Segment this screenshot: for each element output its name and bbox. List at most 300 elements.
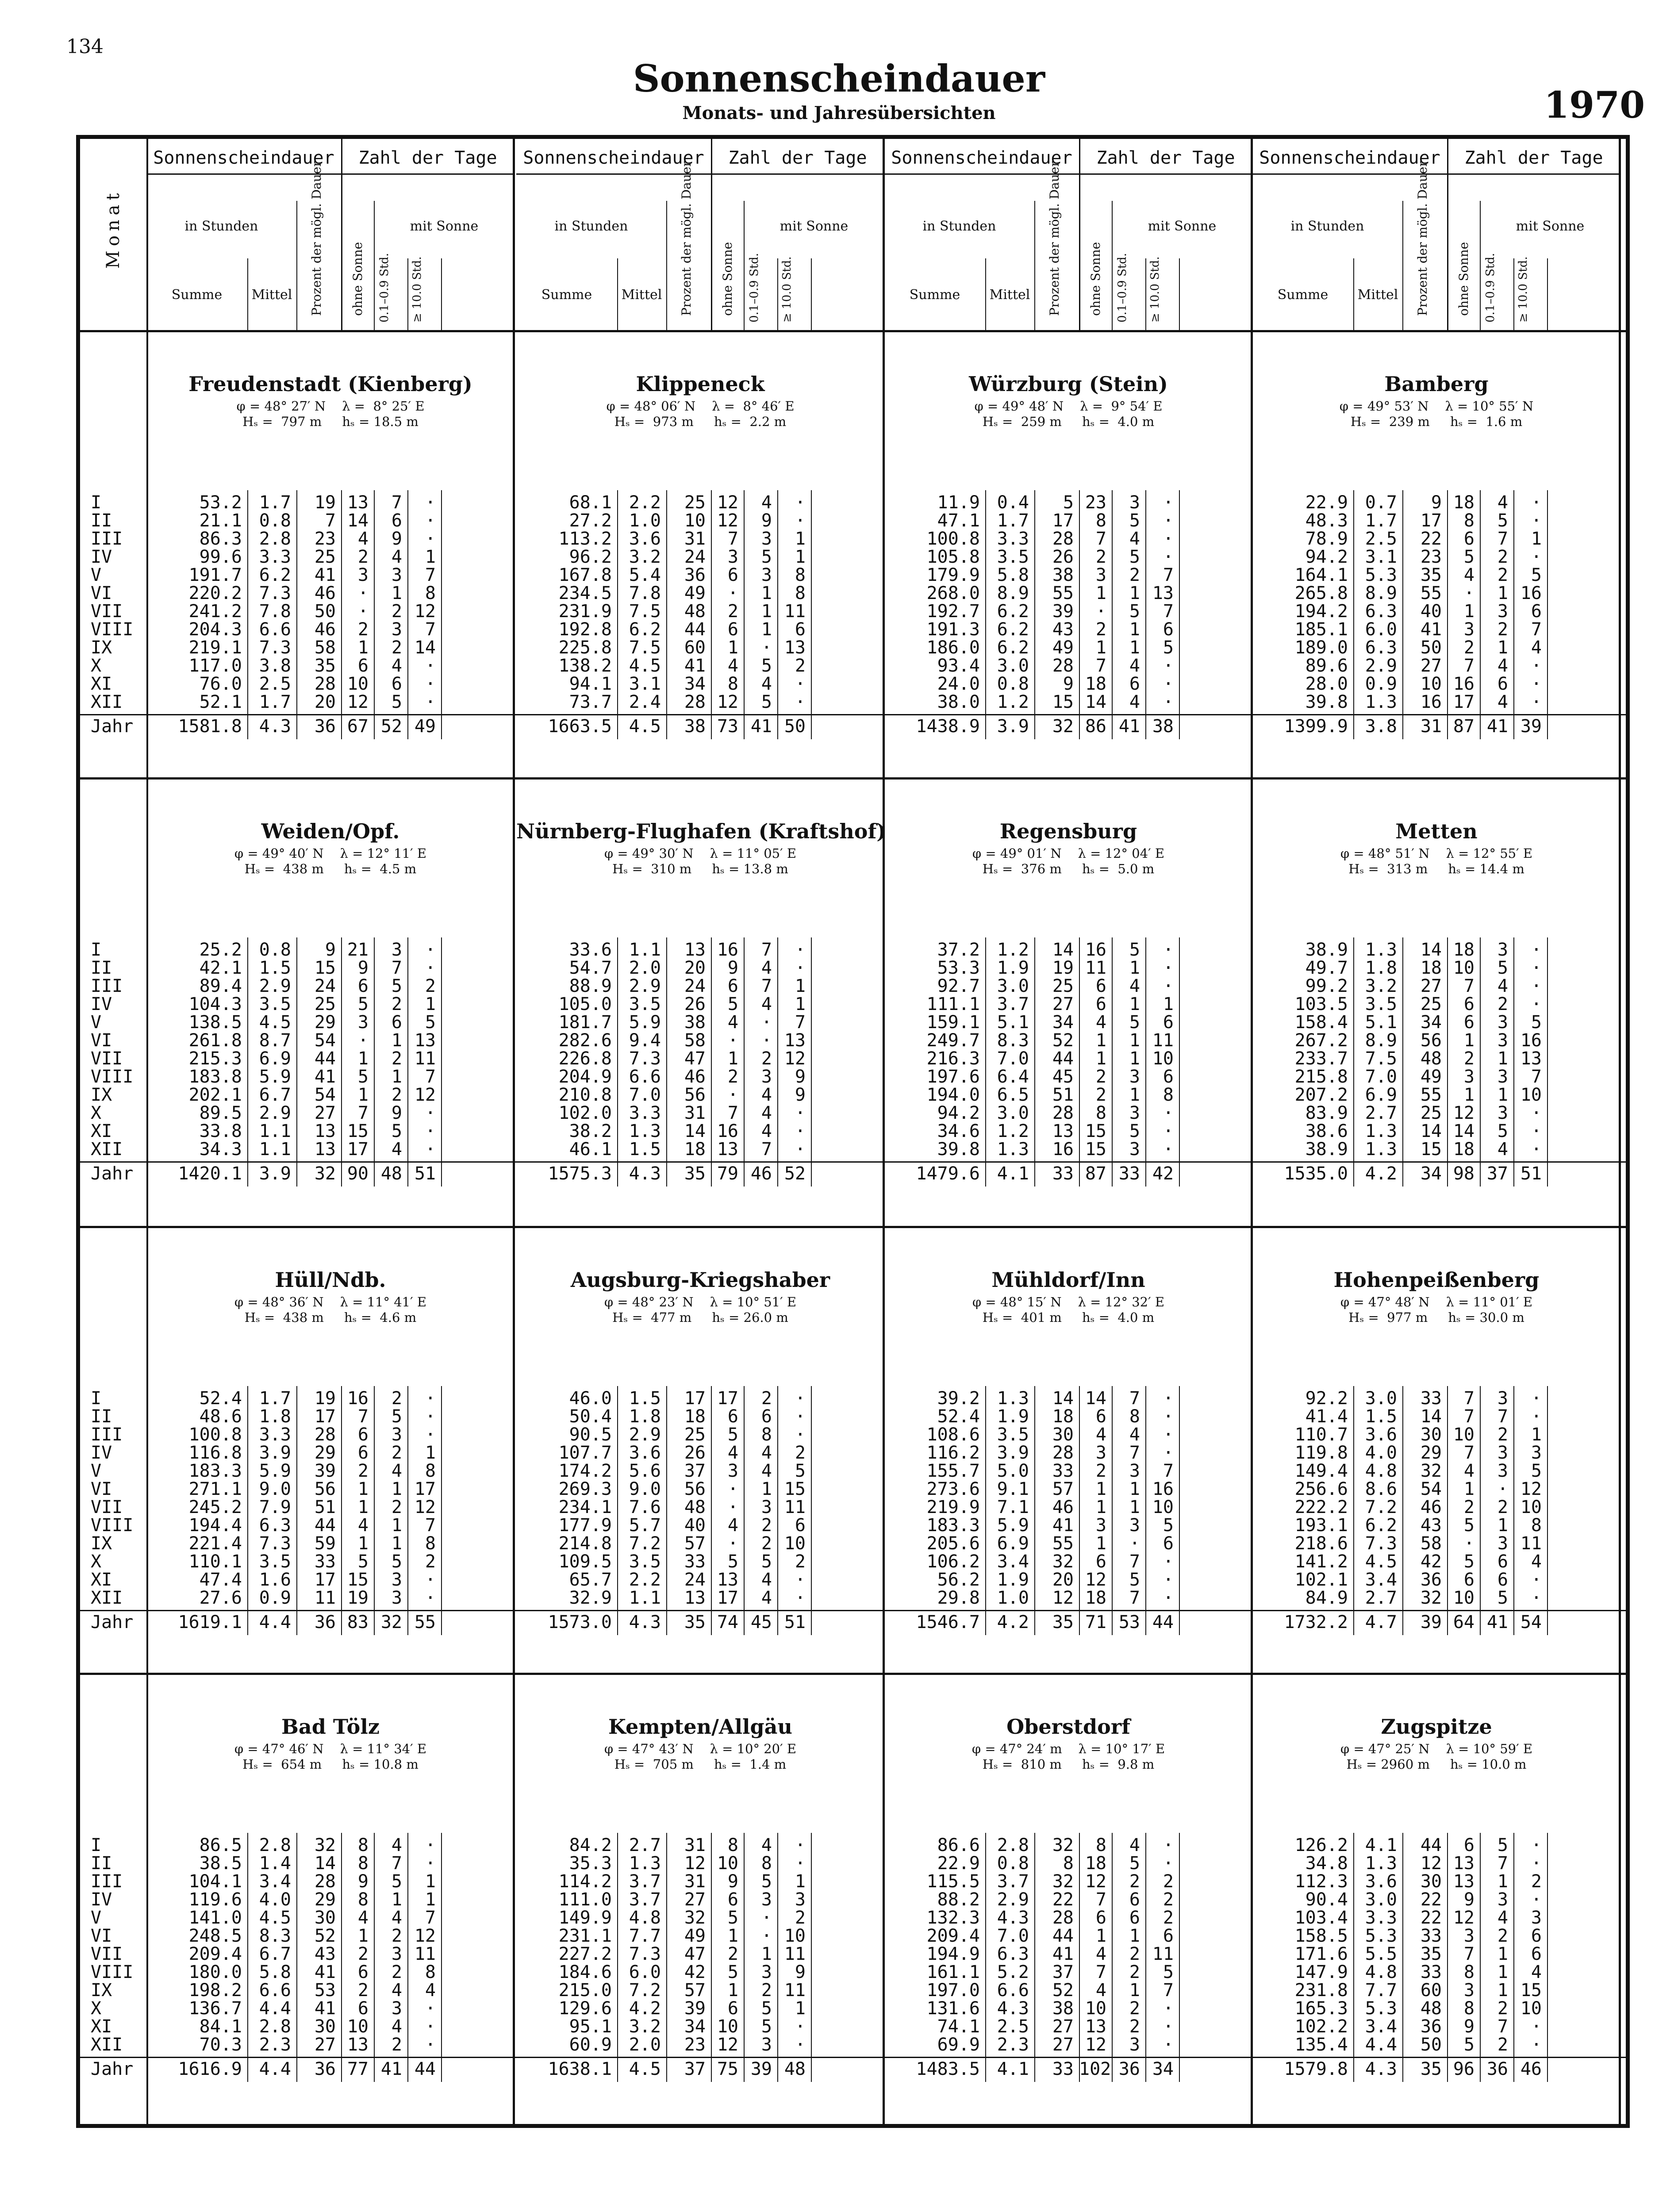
table-cell: 13 (1152, 583, 1174, 603)
table-cell: 8.9 (1365, 583, 1397, 603)
table-cell: 6.2 (1365, 1515, 1397, 1536)
table-cell: 10 (684, 511, 706, 531)
table-cell: 96 (1453, 2059, 1474, 2079)
table-cell: 3.2 (629, 2016, 661, 2037)
table-cell: 1 (357, 1085, 369, 1105)
table-cell: 7 (1497, 529, 1508, 549)
table-cell: 48 (784, 2059, 806, 2079)
table-cell: 8 (1163, 1085, 1174, 1105)
table-cell: 16 (717, 1121, 738, 1141)
table-cell: 73 (717, 716, 738, 737)
table-cell: 3.5 (1365, 994, 1397, 1014)
year-total-rule (80, 714, 1626, 715)
table-cell: 2.7 (1365, 1588, 1397, 1608)
table-cell: 2.3 (259, 2035, 291, 2055)
table-cell: 1 (1497, 1048, 1508, 1069)
table-cell: 2 (357, 1980, 369, 2001)
table-cell: 1 (1463, 1479, 1474, 1499)
table-cell: 1 (761, 619, 772, 640)
table-cell: 52.4 (199, 1388, 242, 1409)
sunshine-duration-header: Sonnenscheindauer (523, 148, 704, 168)
table-cell: 171.6 (1294, 1944, 1348, 1964)
range-divider (1145, 258, 1146, 330)
table-cell: 4 (727, 1515, 738, 1536)
table-cell: 7.0 (997, 1926, 1029, 1946)
table-cell: 5 (1497, 511, 1508, 531)
table-cell: · (357, 1030, 369, 1051)
station-coordinates: φ = 48° 06′ N λ = 8° 46′ E (606, 399, 795, 414)
table-cell: 12 (1052, 1588, 1074, 1608)
table-cell: 4 (391, 1908, 402, 1928)
table-cell: 3 (761, 1497, 772, 1517)
table-cell: 4 (1497, 656, 1508, 676)
table-cell: 4 (1463, 565, 1474, 585)
table-cell: 52.4 (937, 1406, 980, 1427)
table-cell: 4.8 (1365, 1962, 1397, 1982)
table-cell: 5 (357, 1551, 369, 1572)
sum-header: Summe (1277, 287, 1329, 303)
table-cell: 4.1 (997, 2059, 1029, 2079)
table-cell: 1 (761, 1479, 772, 1499)
table-cell: 36 (1420, 2016, 1442, 2037)
table-cell: 9.1 (997, 1479, 1029, 1499)
table-cell: 14 (314, 1853, 336, 1874)
table-cell: 4.5 (259, 1012, 291, 1033)
table-cell: 40 (684, 1515, 706, 1536)
table-cell: 18 (1453, 492, 1474, 513)
table-cell: 5.0 (997, 1461, 1029, 1481)
table-cell: 25 (1052, 976, 1074, 996)
table-cell: 15 (1052, 692, 1074, 712)
table-cell: 84.1 (199, 2016, 242, 2037)
table-cell: 192.7 (926, 601, 980, 622)
table-cell: 4 (425, 1980, 436, 2001)
table-cell: 26 (1052, 547, 1074, 567)
table-cell: 0.8 (997, 674, 1029, 694)
table-cell: 25 (314, 547, 336, 567)
table-cell: 1575.3 (548, 1164, 612, 1184)
table-cell: 114.2 (558, 1871, 612, 1892)
table-cell: 32 (1420, 1461, 1442, 1481)
table-cell: 8 (761, 1425, 772, 1445)
table-cell: 28 (1052, 1908, 1074, 1928)
table-cell: 4 (761, 1085, 772, 1105)
table-cell: 3.5 (629, 994, 661, 1014)
station-coordinates: φ = 47° 46′ N λ = 11° 34′ E (234, 1741, 427, 1756)
table-cell: 13 (1520, 1048, 1542, 1069)
table-cell: 1 (1129, 637, 1140, 658)
table-cell: 3 (1497, 1103, 1508, 1123)
month-label-5: VI (91, 1926, 112, 1946)
table-cell: 5 (1129, 940, 1140, 960)
data-column-divider (811, 1386, 812, 1635)
table-cell: 8 (795, 583, 806, 603)
table-cell: 46 (750, 1164, 772, 1184)
table-cell: 47 (684, 1048, 706, 1069)
table-cell: 33 (1420, 1926, 1442, 1946)
month-label-4: V (91, 1908, 102, 1928)
table-cell: 17 (314, 1406, 336, 1427)
table-cell: 3.5 (259, 1551, 291, 1572)
mean-header: Mittel (251, 287, 292, 303)
station-elevation: Hₛ = 2960 m hₛ = 10.0 m (1346, 1757, 1527, 1772)
table-cell: 18 (1453, 1139, 1474, 1160)
table-cell: 35 (684, 1164, 706, 1184)
table-cell: 13 (314, 1139, 336, 1160)
table-cell: · (795, 511, 806, 531)
table-cell: 1.8 (1365, 958, 1397, 978)
station-elevation: Hₛ = 438 m hₛ = 4.5 m (244, 861, 417, 876)
table-cell: 5.9 (997, 1515, 1029, 1536)
table-cell: 3.5 (997, 547, 1029, 567)
table-cell: 39 (1420, 1612, 1442, 1632)
table-cell: 13 (717, 1570, 738, 1590)
table-cell: 102.0 (558, 1103, 612, 1123)
table-cell: · (727, 1479, 738, 1499)
table-cell: 4 (1531, 1962, 1542, 1982)
table-cell: 12 (1420, 1853, 1442, 1874)
table-cell: 1 (357, 637, 369, 658)
table-cell: 1663.5 (548, 716, 612, 737)
table-cell: 11 (414, 1048, 436, 1069)
table-cell: 3 (1129, 1515, 1140, 1536)
table-cell: 1 (425, 1871, 436, 1892)
table-cell: 27.2 (569, 511, 612, 531)
table-cell: 165.3 (1294, 1998, 1348, 2019)
table-cell: 28 (1052, 1103, 1074, 1123)
table-cell: 216.3 (926, 1048, 980, 1069)
table-cell: 3.7 (997, 1871, 1029, 1892)
table-cell: 4 (761, 1121, 772, 1141)
station-elevation: Hₛ = 313 m hₛ = 14.4 m (1348, 861, 1524, 876)
table-cell: 5 (357, 1067, 369, 1087)
table-cell: · (1095, 601, 1106, 622)
table-cell: 7.0 (997, 1048, 1029, 1069)
table-cell: 2 (761, 1048, 772, 1069)
table-cell: 1.3 (997, 1388, 1029, 1409)
table-cell: 49 (1052, 637, 1074, 658)
table-cell: 5.9 (259, 1067, 291, 1087)
table-cell: 5 (727, 1425, 738, 1445)
sunshine-duration-header: Sonnenscheindauer (1259, 148, 1440, 168)
month-label-5: VI (91, 1479, 112, 1499)
table-cell: 2.8 (259, 529, 291, 549)
table-cell: 18 (684, 1139, 706, 1160)
table-cell: 5 (1463, 1551, 1474, 1572)
table-cell: 7.3 (629, 1048, 661, 1069)
table-cell: 25 (1420, 994, 1442, 1014)
table-cell: 9 (1463, 2016, 1474, 2037)
table-cell: 6.4 (997, 1067, 1029, 1087)
table-cell: 3 (727, 547, 738, 567)
table-cell: 6 (727, 1998, 738, 2019)
table-cell: · (1531, 1853, 1542, 1874)
table-cell: 13 (1453, 1871, 1474, 1892)
table-cell: 56 (684, 1085, 706, 1105)
table-cell: 6 (1463, 994, 1474, 1014)
table-cell: 52 (314, 1926, 336, 1946)
table-cell: 11 (414, 1944, 436, 1964)
table-cell: 6.6 (997, 1980, 1029, 2001)
table-cell: · (1163, 547, 1174, 567)
table-cell: 3.6 (1365, 1425, 1397, 1445)
table-cell: 9 (357, 1871, 369, 1892)
table-cell: 30 (1052, 1425, 1074, 1445)
month-label-11: XII (91, 1588, 123, 1608)
table-cell: 12 (414, 1497, 436, 1517)
table-cell: 2 (1497, 565, 1508, 585)
table-cell: 6 (357, 656, 369, 676)
table-cell: 13 (1085, 2016, 1106, 2037)
table-cell: 218.6 (1294, 1533, 1348, 1554)
table-cell: 2 (1497, 547, 1508, 567)
table-cell: 167.8 (558, 565, 612, 585)
table-cell: 32 (1052, 1871, 1074, 1892)
table-cell: 38 (684, 1012, 706, 1033)
table-cell: 5 (1497, 1121, 1508, 1141)
table-cell: 7.5 (629, 601, 661, 622)
table-cell: 0.7 (1365, 492, 1397, 513)
table-cell: · (1531, 2016, 1542, 2037)
table-cell: 249.7 (926, 1030, 980, 1051)
month-label-7: VIII (91, 1067, 134, 1087)
table-cell: · (1163, 976, 1174, 996)
table-cell: 14 (684, 1121, 706, 1141)
table-cell: 10 (1453, 1588, 1474, 1608)
table-cell: 103.4 (1294, 1908, 1348, 1928)
station-name: Mühldorf/Inn (991, 1268, 1145, 1292)
table-cell: 39.8 (937, 1139, 980, 1160)
table-cell: · (425, 1570, 436, 1590)
month-label-12: Jahr (91, 1164, 134, 1184)
table-cell: 32 (314, 1835, 336, 1855)
table-cell: 3 (795, 1889, 806, 1910)
table-cell: 6.6 (259, 1980, 291, 2001)
table-cell: 1535.0 (1284, 1164, 1348, 1184)
table-cell: 1.9 (997, 1406, 1029, 1427)
table-cell: 7.3 (259, 1533, 291, 1554)
table-cell: 4 (1129, 1425, 1140, 1445)
station-coordinates: φ = 48° 23′ N λ = 10° 51′ E (604, 1294, 797, 1310)
in-hours-header: in Stunden (1290, 219, 1364, 234)
table-cell: 10 (1152, 1048, 1174, 1069)
range-divider (777, 258, 778, 330)
table-cell: 56.2 (937, 1570, 980, 1590)
table-cell: 222.2 (1294, 1497, 1348, 1517)
table-cell: 3 (1095, 1443, 1106, 1463)
table-cell: 3 (357, 565, 369, 585)
table-cell: · (761, 637, 772, 658)
table-cell: · (1531, 994, 1542, 1014)
table-cell: 202.1 (188, 1085, 242, 1105)
table-cell: 2 (1497, 619, 1508, 640)
table-cell: 93.4 (937, 656, 980, 676)
table-cell: 4.3 (259, 716, 291, 737)
table-cell: 44 (314, 1515, 336, 1536)
month-label-7: VIII (91, 619, 134, 640)
month-label-1: II (91, 1406, 112, 1427)
table-cell: 8 (1463, 1962, 1474, 1982)
table-cell: 29 (1420, 1443, 1442, 1463)
data-column-divider (1547, 1833, 1548, 2082)
table-cell: · (1531, 1835, 1542, 1855)
month-label-6: VII (91, 601, 123, 622)
percent-divider (666, 201, 667, 330)
table-cell: 55 (1052, 1533, 1074, 1554)
table-cell: 51 (414, 1164, 436, 1184)
table-cell: 8.9 (997, 583, 1029, 603)
table-cell: 41.4 (1305, 1406, 1348, 1427)
table-cell: 73.7 (569, 692, 612, 712)
month-label-0: I (91, 940, 102, 960)
month-label-8: IX (91, 637, 112, 658)
table-cell: 32 (1052, 716, 1074, 737)
table-cell: 49.7 (1305, 958, 1348, 978)
table-cell: 54 (1520, 1612, 1542, 1632)
table-cell: · (1531, 492, 1542, 513)
table-cell: 1 (1497, 1871, 1508, 1892)
table-cell: 7.3 (259, 637, 291, 658)
range-high-header: ≥ 10.0 Std. (780, 256, 794, 323)
table-cell: 57 (1052, 1479, 1074, 1499)
table-cell: 17 (717, 1388, 738, 1409)
table-cell: 1 (1497, 1980, 1508, 2001)
table-cell: · (795, 1835, 806, 1855)
table-cell: 3.6 (629, 1443, 661, 1463)
table-cell: 5.3 (1365, 1998, 1397, 2019)
table-cell: 50 (784, 716, 806, 737)
table-cell: · (1163, 2016, 1174, 2037)
table-cell: 1 (727, 637, 738, 658)
table-cell: 215.0 (558, 1980, 612, 2001)
station-name: Hohenpeißenberg (1333, 1268, 1540, 1292)
table-cell: 16 (347, 1388, 369, 1409)
table-cell: 2 (391, 2035, 402, 2055)
table-cell: · (425, 940, 436, 960)
percent-divider (296, 201, 297, 330)
table-cell: 1 (1531, 529, 1542, 549)
table-cell: 17 (1052, 511, 1074, 531)
table-cell: 3.0 (1365, 1388, 1397, 1409)
table-cell: · (795, 958, 806, 978)
table-cell: 36 (314, 716, 336, 737)
percent-divider (1034, 201, 1035, 330)
table-cell: 5 (1129, 1121, 1140, 1141)
table-cell: 3 (1129, 1139, 1140, 1160)
with-sun-header: mit Sonne (410, 219, 479, 234)
table-cell: 1579.8 (1284, 2059, 1348, 2079)
table-cell: 2.3 (997, 2035, 1029, 2055)
table-cell: 14 (1453, 1121, 1474, 1141)
table-cell: 17 (414, 1479, 436, 1499)
table-cell: 1.7 (1365, 511, 1397, 531)
table-cell: 6 (357, 1962, 369, 1982)
table-cell: 4.3 (997, 1908, 1029, 1928)
table-cell: 0.9 (1365, 674, 1397, 694)
table-cell: 33 (1118, 1164, 1140, 1184)
table-cell: · (1163, 1588, 1174, 1608)
table-cell: · (795, 1388, 806, 1409)
table-cell: 10 (1453, 1425, 1474, 1445)
table-cell: 5 (391, 976, 402, 996)
table-cell: · (1531, 1103, 1542, 1123)
table-cell: 4.8 (629, 1908, 661, 1928)
month-label-1: II (91, 1853, 112, 1874)
table-cell: · (425, 1121, 436, 1141)
station-elevation: Hₛ = 477 m hₛ = 26.0 m (612, 1310, 788, 1325)
table-cell: 7 (727, 529, 738, 549)
table-cell: 38.6 (1305, 1121, 1348, 1141)
table-cell: 193.1 (1294, 1515, 1348, 1536)
table-cell: 1 (1095, 1533, 1106, 1554)
table-cell: 14 (1052, 1388, 1074, 1409)
table-cell: 2 (1497, 994, 1508, 1014)
section-rule (80, 330, 1626, 332)
table-cell: 4 (357, 529, 369, 549)
table-cell: 99.6 (199, 547, 242, 567)
table-cell: 1 (425, 994, 436, 1014)
table-cell: 17 (1420, 511, 1442, 531)
table-cell: · (1531, 1406, 1542, 1427)
table-cell: 6 (727, 1406, 738, 1427)
table-cell: 7.3 (259, 583, 291, 603)
table-cell: 7 (761, 1139, 772, 1160)
year-label: 1970 (1544, 84, 1645, 127)
month-label-5: VI (91, 1030, 112, 1051)
table-cell: 256.6 (1294, 1479, 1348, 1499)
table-cell: 9 (325, 940, 336, 960)
table-cell: 9 (795, 1067, 806, 1087)
table-cell: 7 (1163, 1980, 1174, 2001)
table-cell: 16 (1520, 1030, 1542, 1051)
table-cell: 10 (784, 1926, 806, 1946)
table-cell: 27 (684, 1889, 706, 1910)
table-cell: 219.9 (926, 1497, 980, 1517)
table-cell: 1 (1163, 994, 1174, 1014)
table-cell: 17 (347, 1139, 369, 1160)
table-cell: 1 (1095, 637, 1106, 658)
table-cell: 22 (1052, 1889, 1074, 1910)
table-cell: 1 (1129, 1085, 1140, 1105)
table-cell: 26 (684, 994, 706, 1014)
table-cell: 5 (1163, 1515, 1174, 1536)
data-column-divider (1547, 937, 1548, 1187)
table-cell: 10 (1420, 674, 1442, 694)
month-label-10: XI (91, 1570, 112, 1590)
table-cell: 10 (347, 674, 369, 694)
range-low-header: 0.1–0.9 Std. (378, 253, 391, 323)
table-cell: 35 (1420, 1944, 1442, 1964)
table-cell: 41 (1052, 1515, 1074, 1536)
table-cell: 27 (314, 1103, 336, 1123)
table-cell: 8 (425, 1962, 436, 1982)
table-cell: 40 (1420, 601, 1442, 622)
table-cell: 3 (391, 1588, 402, 1608)
table-cell: 4.4 (1365, 2035, 1397, 2055)
table-cell: 1 (1497, 1085, 1508, 1105)
data-column-divider (811, 937, 812, 1187)
table-cell: · (1163, 492, 1174, 513)
table-cell: 159.1 (926, 1012, 980, 1033)
table-cell: 6 (1463, 1835, 1474, 1855)
data-column-divider (1547, 1386, 1548, 1635)
table-cell: 234.1 (558, 1497, 612, 1517)
table-cell: 100.8 (926, 529, 980, 549)
table-cell: 3 (761, 1889, 772, 1910)
table-cell: 0.4 (997, 492, 1029, 513)
table-cell: 41 (314, 1962, 336, 1982)
table-cell: 1 (1129, 1980, 1140, 2001)
